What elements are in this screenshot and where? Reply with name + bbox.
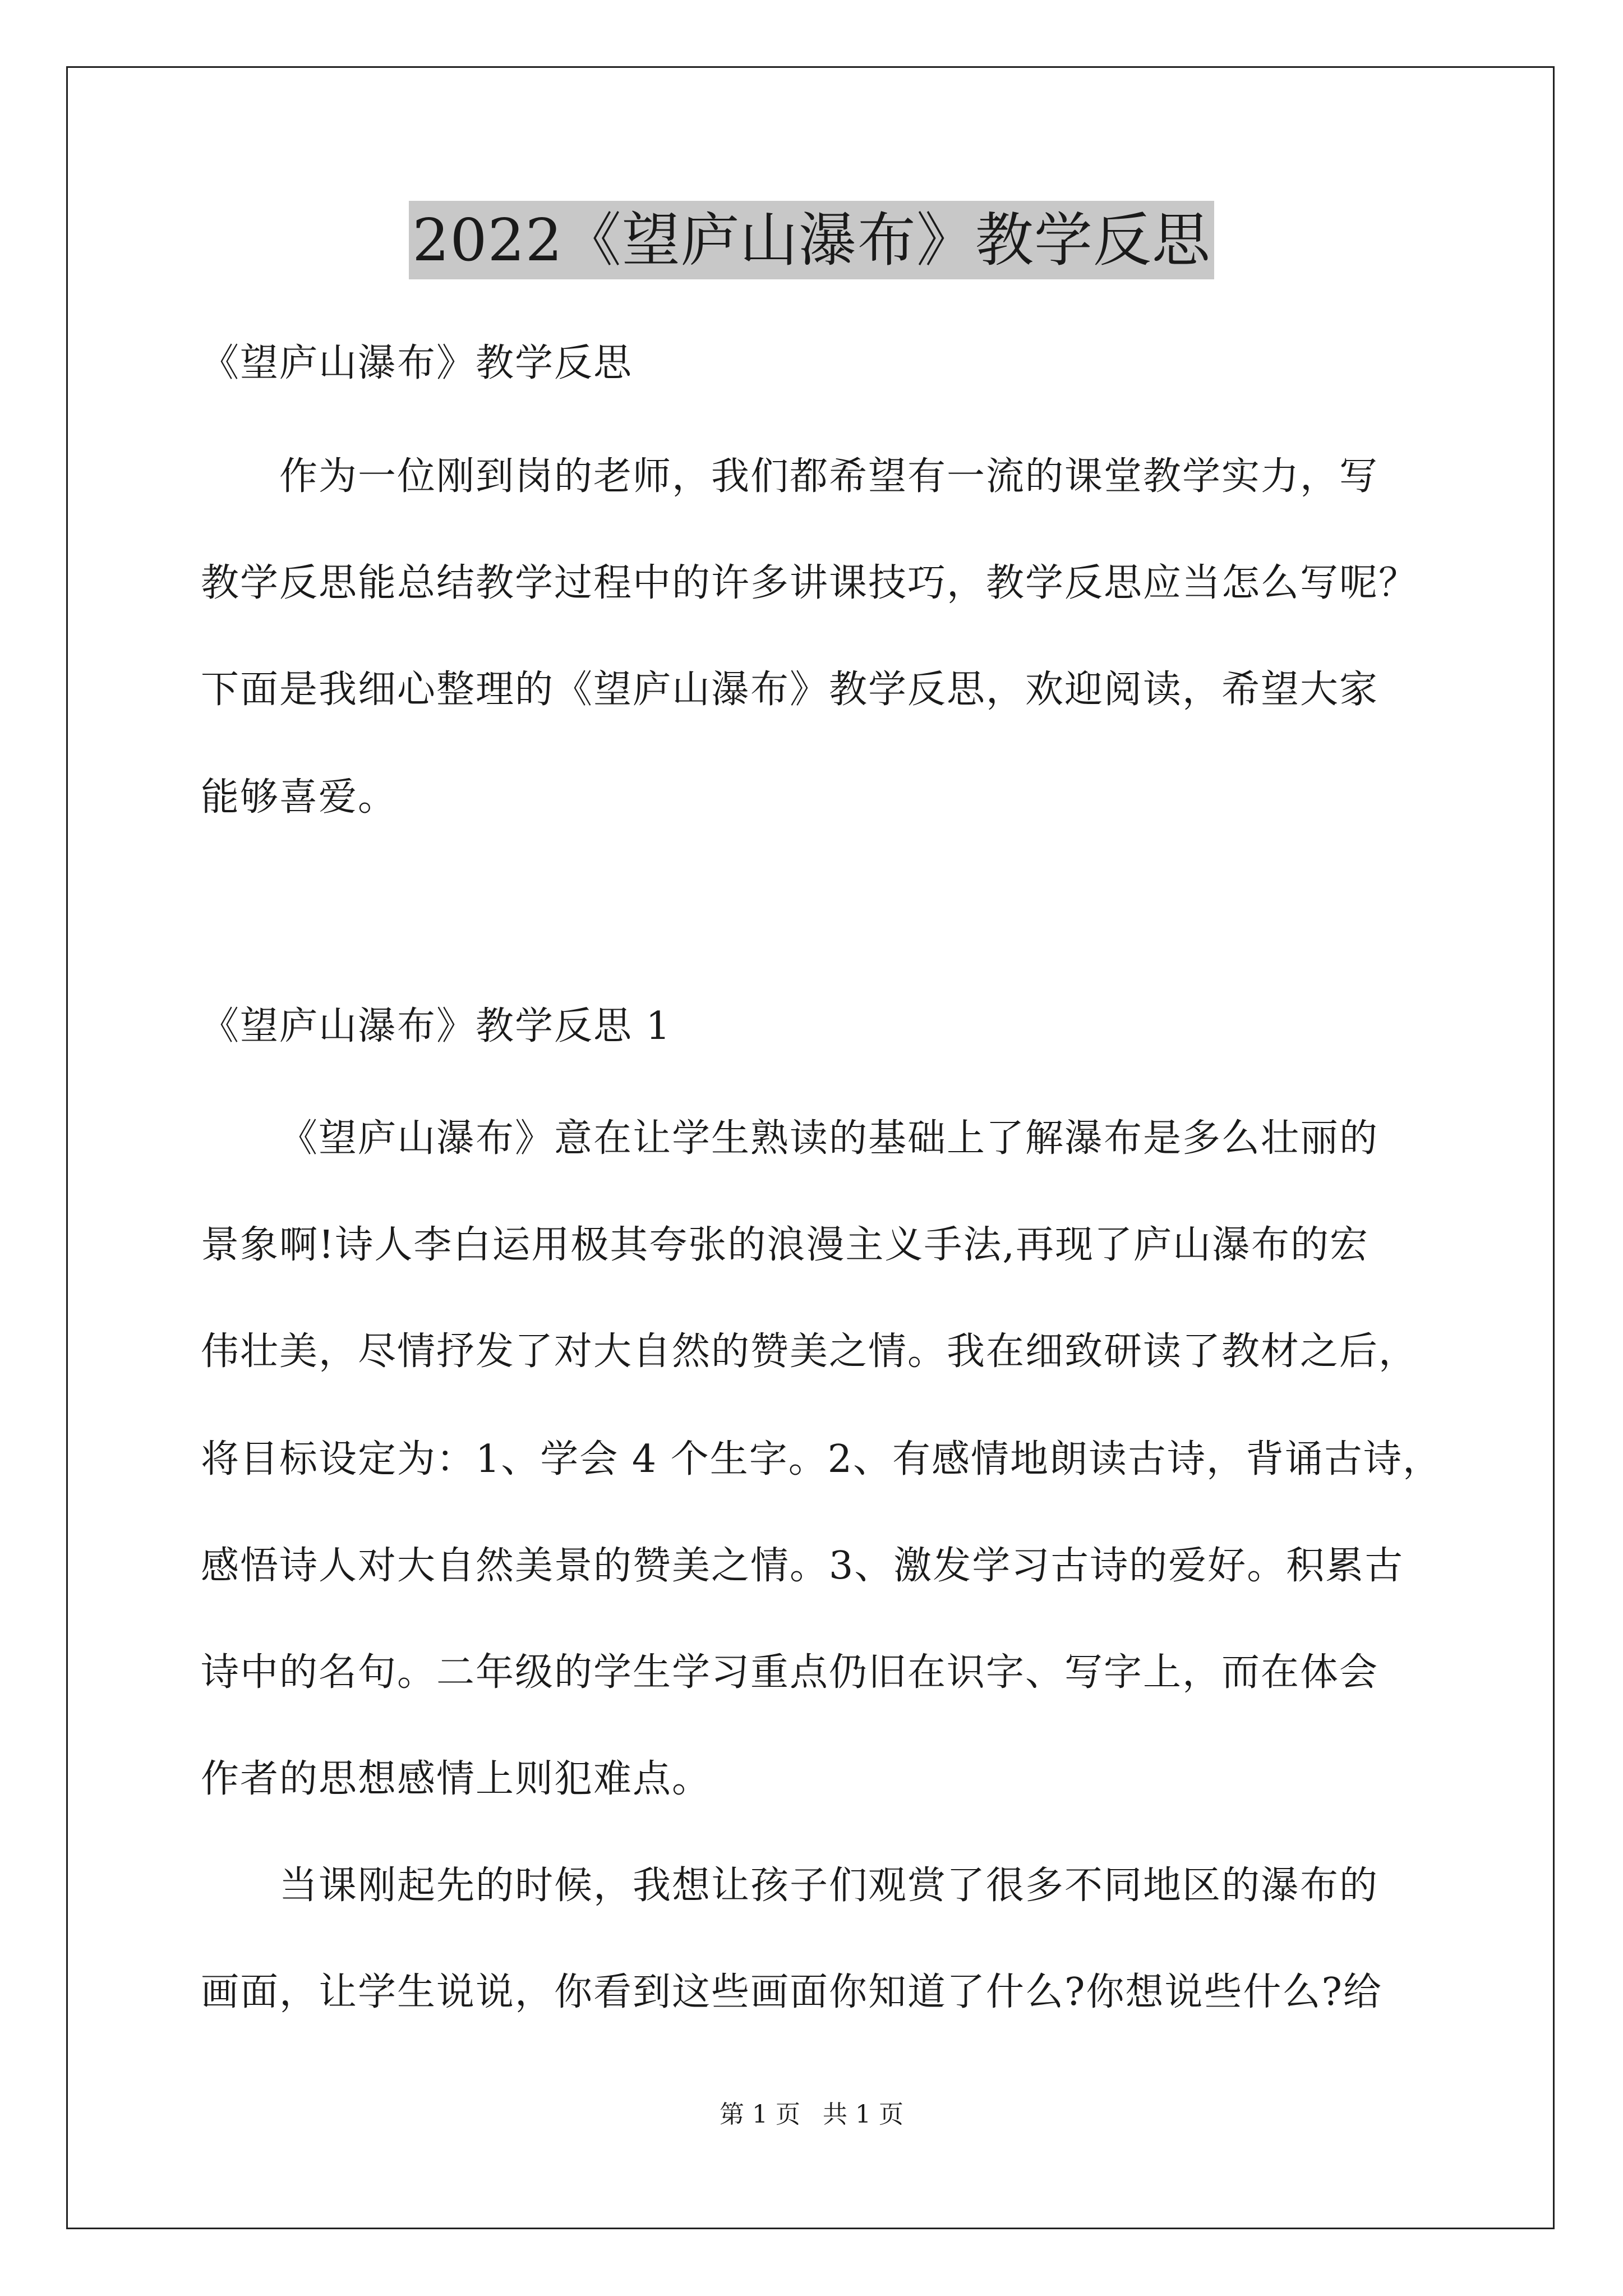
title-area [0, 201, 1623, 279]
intro-line-1: 作为一位刚到岗的老师，我们都希望有一流的课堂教学实力，写 [279, 454, 1379, 499]
para1-line-4: 将目标设定为：1、学会 4 个生字。2、有感情地朗读古诗，背诵古诗， [201, 1437, 1442, 1481]
document-title: 2022《望庐山瀑布》教学反思 [409, 201, 1214, 279]
intro-line-3: 下面是我细心整理的《望庐山瀑布》教学反思，欢迎阅读，希望大家 [201, 668, 1379, 712]
intro-line-2: 教学反思能总结教学过程中的许多讲课技巧，教学反思应当怎么写呢？ [201, 561, 1418, 605]
intro-line-4: 能够喜爱。 [201, 775, 398, 820]
page-total: 共 1 页 [823, 2100, 903, 2129]
para1-line-6: 诗中的名句。二年级的学生学习重点仍旧在识字、写字上，而在体会 [201, 1650, 1379, 1695]
para2-line-1: 当课刚起先的时候，我想让孩子们观赏了很多不同地区的瀑布的 [279, 1864, 1379, 1908]
para1-line-7: 作者的思想感情上则犯难点。 [201, 1757, 712, 1801]
para2-line-2: 画面，让学生说说，你看到这些画面你知道了什么?你想说些什么?给 [201, 1970, 1382, 2014]
page-number: 第 1 页 [720, 2100, 800, 2129]
para1-line-2: 景象啊!诗人李白运用极其夸张的浪漫主义手法,再现了庐山瀑布的宏 [201, 1223, 1369, 1267]
para1-line-3: 伟壮美，尽情抒发了对大自然的赞美之情。我在细致研读了教材之后， [201, 1329, 1418, 1374]
intro-heading: 《望庐山瀑布》教学反思 [201, 341, 633, 385]
para1-line-1: 《望庐山瀑布》意在让学生熟读的基础上了解瀑布是多么壮丽的 [279, 1116, 1379, 1161]
section-heading: 《望庐山瀑布》教学反思 1 [201, 1004, 671, 1048]
page-footer [0, 2098, 1623, 2132]
para1-line-5: 感悟诗人对大自然美景的赞美之情。3、激发学习古诗的爱好。积累古 [201, 1544, 1404, 1588]
